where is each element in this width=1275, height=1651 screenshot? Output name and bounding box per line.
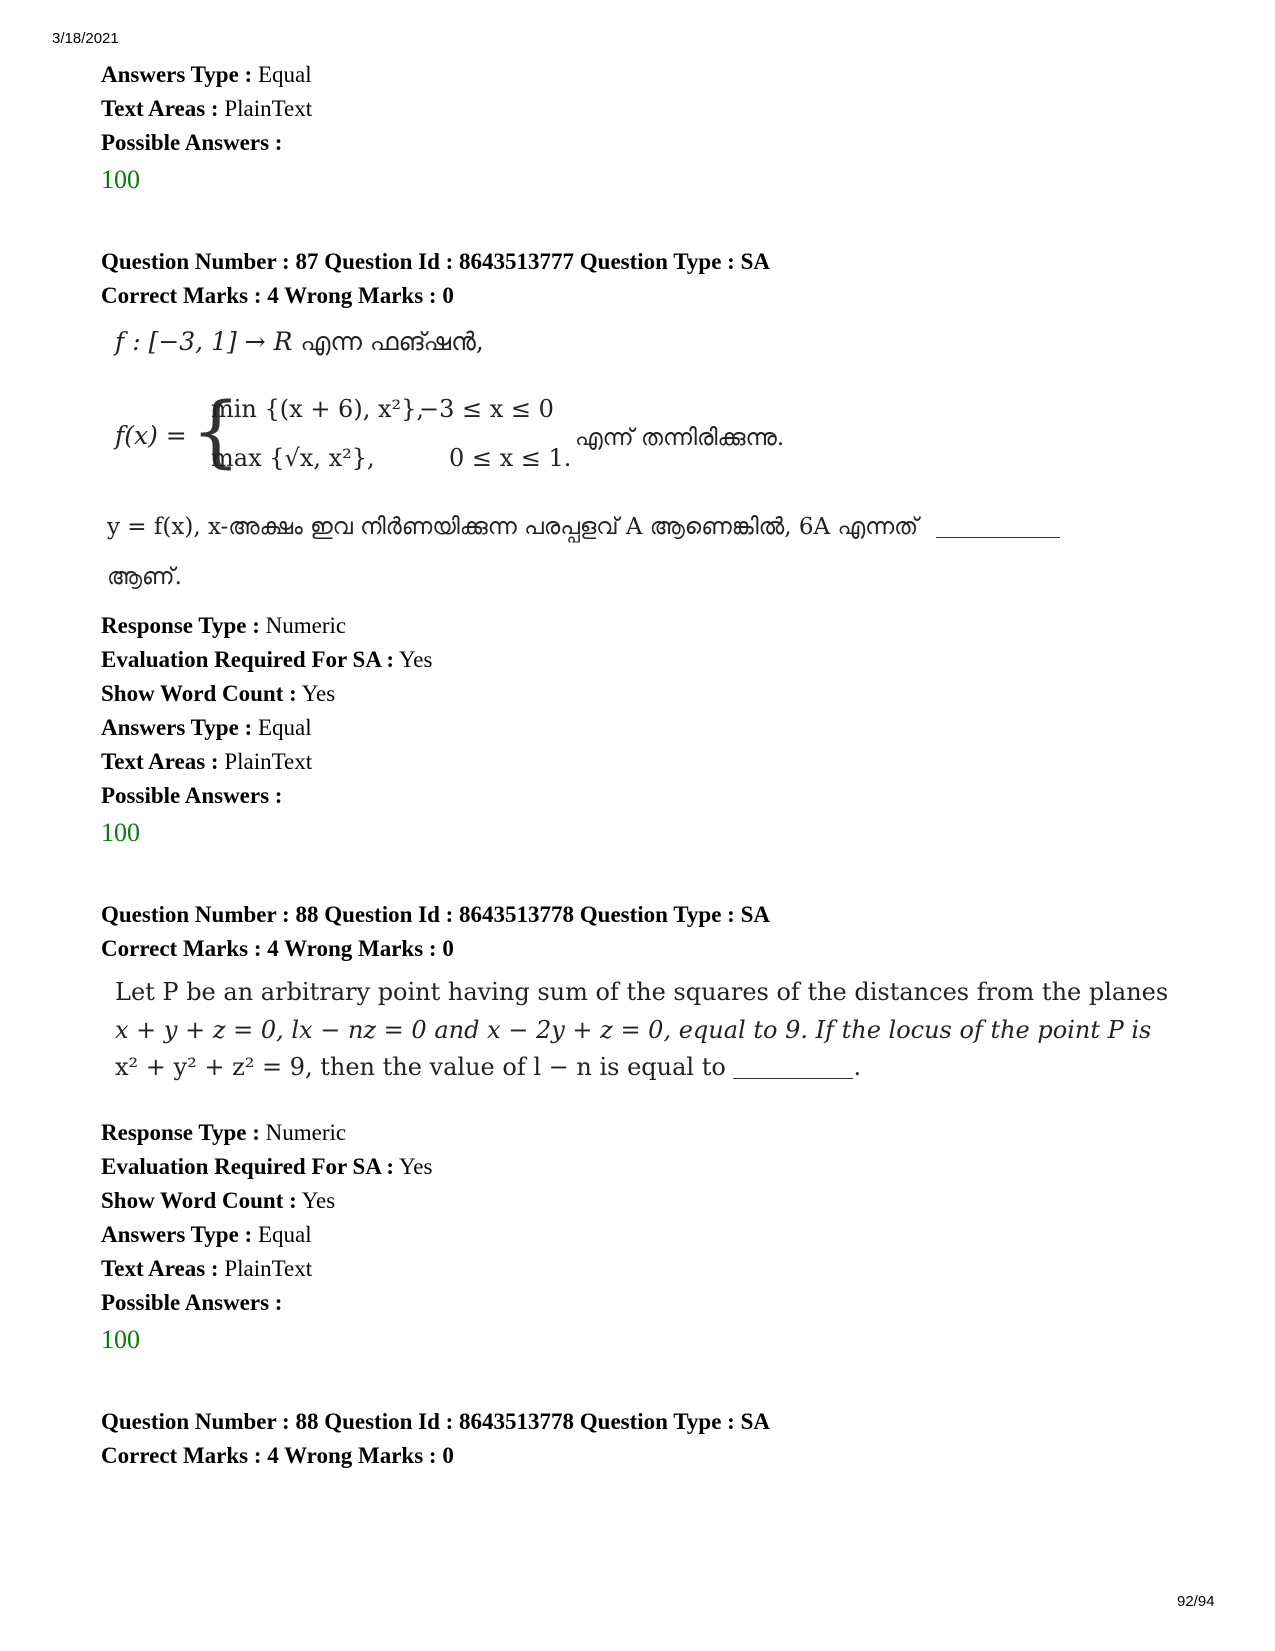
piecewise-case-2: max {√x, x²},: [211, 444, 375, 472]
answers-type-value: Equal: [257, 62, 312, 87]
question-line: Let P be an arbitrary point having sum of the squares of the distances from the planes: [115, 978, 1169, 1006]
question-line: [115, 1053, 1139, 1081]
question-text: y = f(x), x-അക്ഷം ഇവ നിർണയിക്കുന്ന പരപ്പളവ് A ആണെങ്കിൽ, 6A എന്നത്: [107, 514, 919, 540]
answers-type-label: Answers Type :: [101, 715, 253, 740]
document-content: [101, 58, 1201, 1473]
response-type-row: [101, 1116, 1201, 1150]
text-areas-label: Text Areas :: [101, 749, 219, 774]
piecewise-range-2: 0 ≤ x ≤ 1.: [449, 444, 572, 472]
piecewise-range-1: −3 ≤ x ≤ 0: [419, 395, 554, 423]
question-text: x + y + z = 0, lx − nz = 0 and x − 2y + z = 0, equal to 9. If the locus of the point P is: [115, 1016, 1152, 1044]
text-areas-row: [101, 745, 1201, 779]
question-body: [101, 313, 1201, 609]
evaluation-required-row: [101, 643, 1201, 677]
piecewise-case-1: min {(x + 6), x²},: [211, 395, 424, 423]
response-type-value: Numeric: [265, 1120, 347, 1145]
evaluation-required-label: Evaluation Required For SA :: [101, 1154, 395, 1179]
text-areas-row: [101, 92, 1201, 126]
answers-type-value: Equal: [257, 715, 312, 740]
question-header: Question Number : 88 Question Id : 8643513778 Question Type : SA: [101, 1409, 770, 1434]
text-areas-label: Text Areas :: [101, 1256, 219, 1281]
show-word-count-value: Yes: [301, 681, 336, 706]
print-date: 3/18/2021: [52, 30, 119, 47]
show-word-count-label: Show Word Count :: [101, 681, 297, 706]
show-word-count-row: [101, 1184, 1201, 1218]
show-word-count-row: [101, 677, 1201, 711]
text-areas-value: PlainText: [224, 96, 313, 121]
possible-answers-label: Possible Answers :: [101, 130, 283, 155]
answer-blank: [936, 537, 1060, 538]
response-type-row: [101, 609, 1201, 643]
possible-answers-row: [101, 779, 1201, 813]
question-line: ആണ്.: [107, 564, 182, 590]
text-areas-value: PlainText: [224, 1256, 313, 1281]
question-text-end: .: [853, 1053, 862, 1081]
text-areas-value: PlainText: [224, 749, 313, 774]
show-word-count-label: Show Word Count :: [101, 1188, 297, 1213]
function-symbol: f(x) =: [115, 421, 187, 450]
response-type-value: Numeric: [265, 613, 347, 638]
function-definition: f : [−3, 1] → R: [115, 327, 293, 356]
possible-answers-row: [101, 126, 1201, 160]
question-marks: Correct Marks : 4 Wrong Marks : 0: [101, 283, 454, 308]
answers-type-label: Answers Type :: [101, 1222, 253, 1247]
possible-answer-value: 100: [101, 1325, 140, 1354]
question-marks: Correct Marks : 4 Wrong Marks : 0: [101, 1443, 454, 1468]
response-type-label: Response Type :: [101, 613, 260, 638]
answers-type-row: [101, 711, 1201, 745]
possible-answer-value: 100: [101, 165, 140, 194]
question-line: [107, 514, 1060, 540]
answers-type-label: Answers Type :: [101, 62, 253, 87]
possible-answers-label: Possible Answers :: [101, 1290, 283, 1315]
malayalam-text: എന്ന് തന്നിരിക്കുന്നു.: [575, 425, 785, 451]
answers-type-row: [101, 58, 1201, 92]
evaluation-required-row: [101, 1150, 1201, 1184]
page-number: 92/94: [1177, 1593, 1215, 1610]
possible-answers-label: Possible Answers :: [101, 783, 283, 808]
question-body: [101, 966, 1201, 1116]
response-type-label: Response Type :: [101, 1120, 260, 1145]
answers-type-row: [101, 1218, 1201, 1252]
question-text: x² + y² + z² = 9, then the value of l − n is equal to: [115, 1053, 726, 1081]
answer-blank: [733, 1078, 853, 1079]
piecewise-brace: {: [191, 387, 241, 477]
question-marks: Correct Marks : 4 Wrong Marks : 0: [101, 936, 454, 961]
question-header: Question Number : 87 Question Id : 8643513777 Question Type : SA: [101, 249, 770, 274]
answers-type-value: Equal: [257, 1222, 312, 1247]
question-line: [115, 327, 484, 357]
question-line: [115, 1016, 1152, 1044]
possible-answer-value: 100: [101, 818, 140, 847]
evaluation-required-value: Yes: [399, 647, 433, 672]
malayalam-text: എന്ന ഫങ്ഷൻ,: [300, 327, 484, 356]
possible-answers-row: [101, 1286, 1201, 1320]
show-word-count-value: Yes: [301, 1188, 336, 1213]
text-areas-label: Text Areas :: [101, 96, 219, 121]
evaluation-required-label: Evaluation Required For SA :: [101, 647, 395, 672]
text-areas-row: [101, 1252, 1201, 1286]
question-header: Question Number : 88 Question Id : 8643513778 Question Type : SA: [101, 902, 770, 927]
evaluation-required-value: Yes: [399, 1154, 433, 1179]
